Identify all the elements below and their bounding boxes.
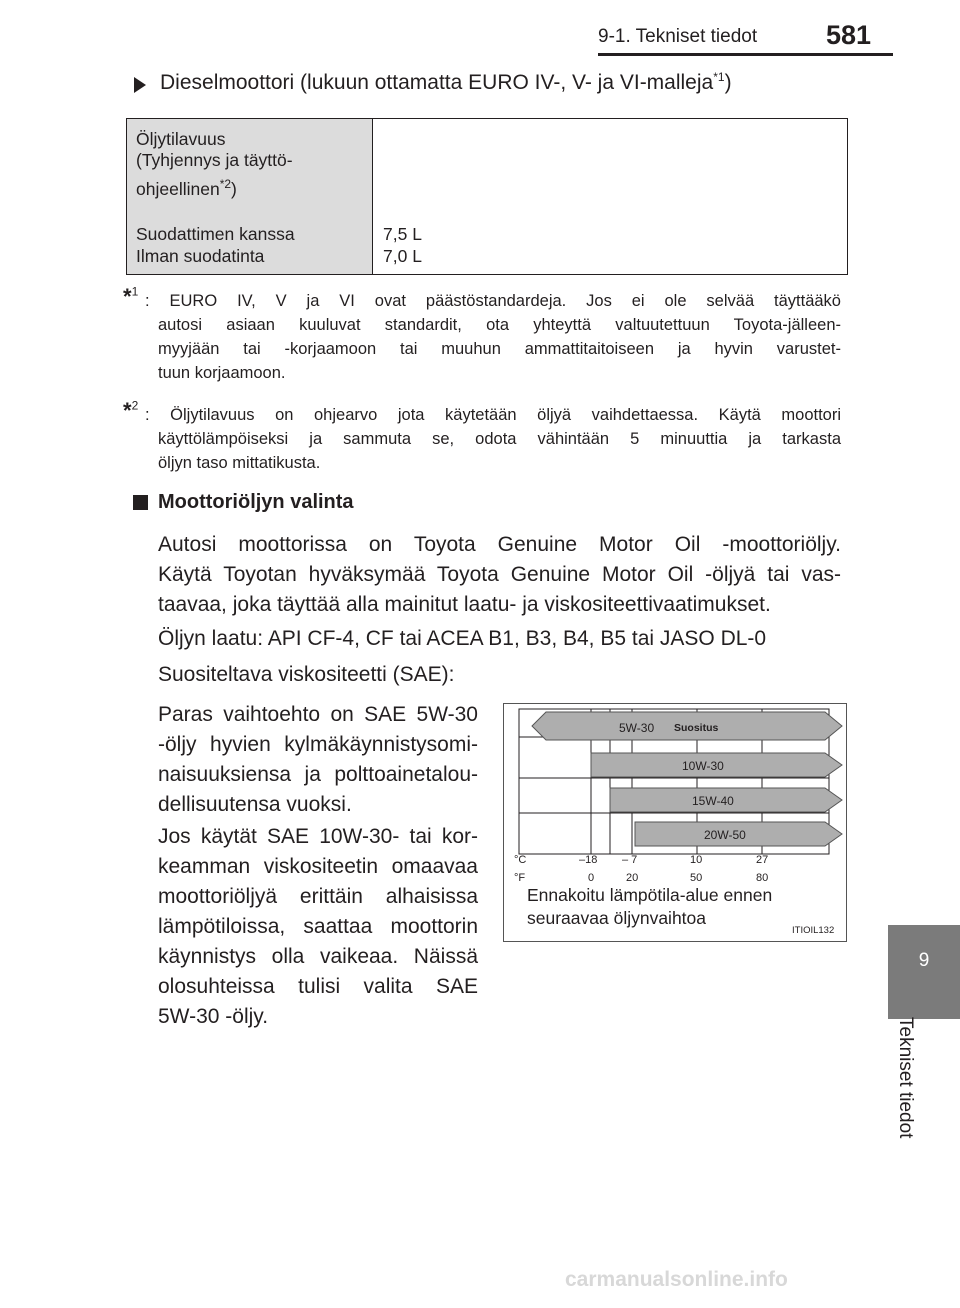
section-title: 9-1. Tekniset tiedot [598, 26, 758, 47]
cold-start-paragraph: Jos käytät SAE 10W-30- tai kor- keamman viskositeetin omaavaa moottoriöljyä erittäin alhaisissa lämpötiloissa, saattaa moottorin käynnistys olla vaikeaa. Näissä olosuhteissa tulisi valita SAE 5W-30 -öljy. [158, 825, 478, 1028]
c-tick: – 7 [622, 854, 638, 866]
c-unit: °C [514, 854, 527, 866]
band-label: 5W-30 [619, 721, 655, 735]
c-tick: –18 [579, 854, 598, 866]
chapter-label: Tekniset tiedot [895, 1017, 916, 1139]
oil-section-heading: Moottoriöljyn valinta [158, 491, 354, 513]
page-number: 581 [826, 20, 872, 50]
footnote-2: : Öljytilavuus on ohjearvo jota käytetään öljyä vaihdettaessa. Käytä moottori käyttölämpöiseksi ja sammuta se, odota vähintään 5 minuuttia ja tarkasta öljyn taso mittatikusta. [145, 406, 841, 472]
footnote-mark: *$^1$ [123, 284, 139, 309]
band-note: Suositus [674, 722, 719, 734]
f-tick: 20 [626, 872, 639, 884]
section-square-icon [133, 495, 148, 510]
watermark: carmanualsonline.info [565, 1268, 788, 1291]
viscosity-label: Suositeltava viskositeetti (SAE): [158, 663, 455, 686]
table-row-value: 7,0 L [383, 246, 422, 266]
table-row-label: Suodattimen kanssa [136, 224, 295, 244]
f-tick: 80 [756, 872, 769, 884]
c-tick: 27 [756, 854, 769, 866]
footnote-mark: *$^2$ [123, 398, 139, 423]
chart-caption: Ennakoitu lämpötila-alue ennen seuraavaa öljynvaihtoa [527, 885, 773, 928]
oil-quality: Öljyn laatu: API CF-4, CF tai ACEA B1, B3, B4, B5 tai JASO DL-0 [158, 627, 767, 650]
arrow-bullet-icon [134, 77, 146, 93]
chapter-tab [888, 925, 960, 1019]
band-label: 20W-50 [704, 828, 746, 842]
footnote-1: : EURO IV, V ja VI ovat päästöstandardeja. Jos ei ole selvää täyttääkö autosi asiaan kuuluvat standardit, ota yhteyttä valtuutettuun Toyota-jälleen- myyjään tai -korjaamoon tai muuhun ammattitaitoiseen ja hyvin varustet- tuun korjaamoon. [145, 292, 841, 382]
header-rule [598, 53, 893, 56]
best-choice-paragraph: Paras vaihtoehto on SAE 5W-30 -öljy hyvien kylmäkäynnistysomi- naisuuksiensa ja polttoainetalou- dellisuutensa vuoksi. [158, 703, 478, 816]
figure-id: ITIOIL132 [792, 925, 835, 936]
f-tick: 0 [588, 872, 595, 884]
f-unit: °F [514, 872, 526, 884]
intro-paragraph: Autosi moottorissa on Toyota Genuine Motor Oil -moottoriöljy. Käytä Toyotan hyväksymää Toyota Genuine Motor Oil -öljyä tai vas- taavaa, joka täyttää alla mainitut laatu- ja viskositeettivaatimukset. [158, 533, 841, 616]
table-row-label: Ilman suodatinta [136, 246, 265, 266]
band-label: 15W-40 [692, 794, 734, 808]
table-row-value: 7,5 L [383, 224, 422, 244]
c-tick: 10 [690, 854, 703, 866]
f-tick: 50 [690, 872, 703, 884]
viscosity-chart [503, 703, 847, 942]
band-label: 10W-30 [682, 759, 724, 773]
chapter-number: 9 [918, 950, 930, 971]
table-header: Öljytilavuus (Tyhjennys ja täyttö- ohjeellinen$^{*2}$) [136, 129, 293, 199]
diesel-heading: Dieselmoottori (lukuun ottamatta EURO IV-, V- ja VI-malleja$^{*1}$) [160, 70, 732, 94]
